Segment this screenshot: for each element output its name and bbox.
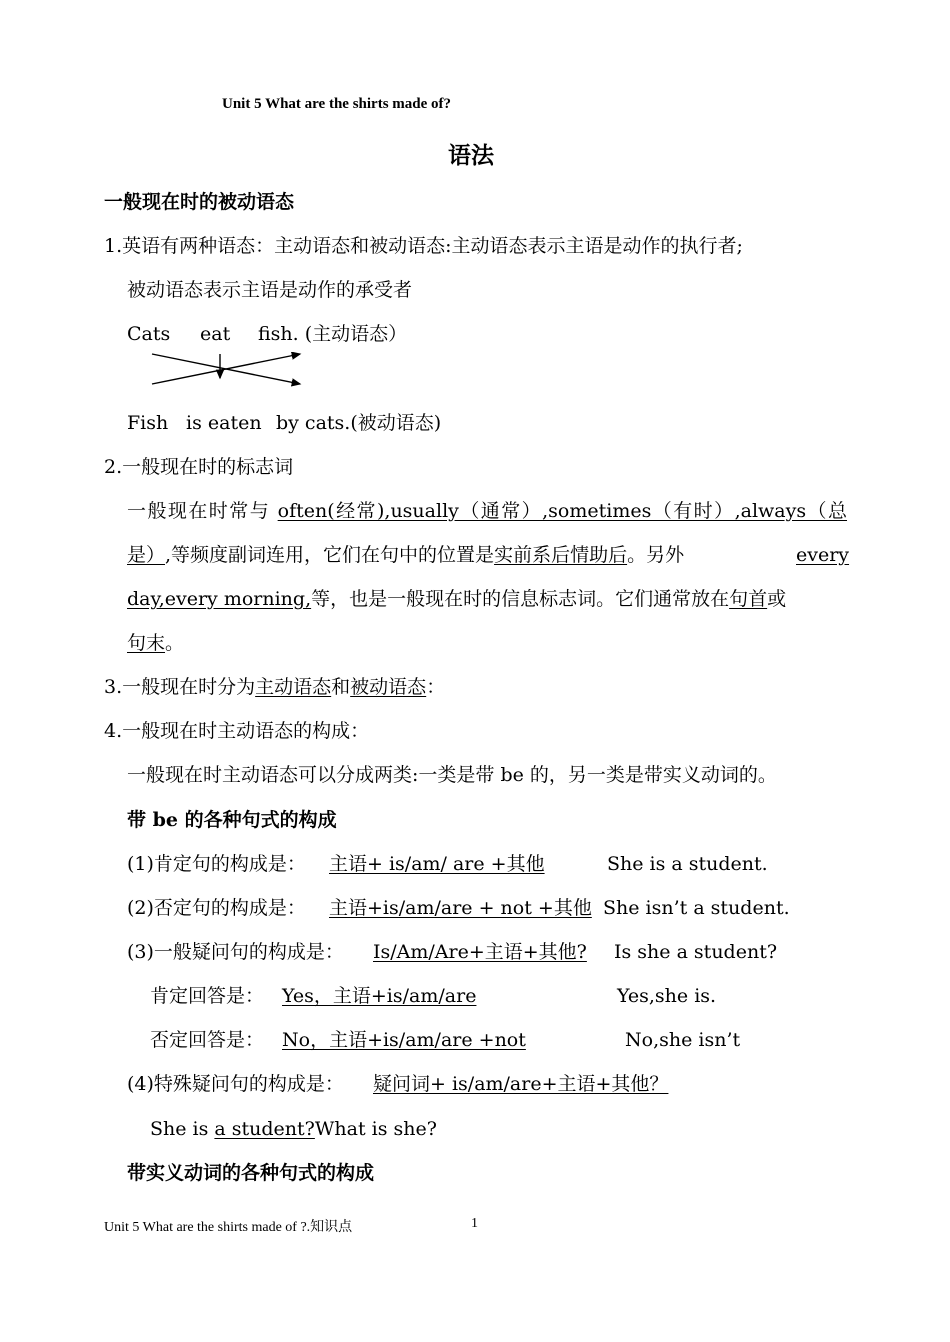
item2-heading: 2.一般现在时的标志词	[104, 456, 294, 478]
row3b-example: No,she isn’t	[625, 1029, 741, 1051]
row1-label: (1)肯定句的构成是：	[127, 853, 306, 875]
row1-formula: 主语+ is/am/ are +其他	[329, 853, 545, 875]
row2-formula: 主语+is/am/are + not +其他	[329, 897, 592, 919]
item1-line2: 被动语态表示主语是动作的承受者	[127, 279, 413, 301]
row3a-example: Yes,she is.	[617, 985, 717, 1007]
verb-sentences-heading: 带实义动词的各种句式的构成	[127, 1162, 375, 1184]
section-heading: 一般现在时的被动语态	[104, 191, 295, 213]
item4-intro: 一般现在时主动语态可以分成两类:一类是带 be 的，另一类是带实义动词的。	[127, 764, 777, 786]
passive-word-is-eaten: is eaten	[186, 412, 262, 434]
row3b-formula: No，主语+is/am/are +not	[282, 1029, 526, 1051]
be-sentences-heading: 带 be 的各种句式的构成	[127, 809, 337, 831]
item2-every: every	[796, 544, 850, 566]
row3-formula: Is/Am/Are+主语+其他?	[373, 941, 587, 963]
row4-example: She is a student?What is she?	[150, 1118, 437, 1140]
active-word-eat: eat	[200, 323, 231, 345]
unit-title: Unit 5 What are the shirts made of?	[222, 96, 452, 112]
footer-page-number: 1	[471, 1216, 478, 1231]
item2-paragraph-line3: day,every morning,等，也是一般现在时的信息标志词。它们通常放在句首或	[127, 588, 787, 610]
frequency-adverbs: often(经常),usually（通常）,sometimes（有时）,always（总	[277, 500, 848, 522]
item1-line1: 1.英语有两种语态：主动语态和被动语态:主动语态表示主语是动作的执行者;	[104, 235, 743, 257]
passive-word-fish: Fish	[127, 412, 169, 434]
active-word-fish: fish. (主动语态）	[258, 323, 408, 345]
item2-paragraph-line1: 一般现在时常与 often(经常),usually（通常）,sometimes（有时）,always（总	[127, 500, 848, 522]
active-word-cats: Cats	[127, 323, 171, 345]
section-title: 语法	[448, 142, 494, 169]
row4-label: (4)特殊疑问句的构成是：	[127, 1073, 344, 1095]
row2-example: She isn’t a student.	[603, 897, 790, 919]
row4-formula: 疑问词+ is/am/are+主语+其他？	[373, 1073, 669, 1095]
row3-example: Is she a student?	[614, 941, 778, 963]
row3a-label: 肯定回答是：	[150, 985, 265, 1007]
item2-paragraph-line4: 句末。	[127, 632, 185, 654]
footer-doc-name: Unit 5 What are the shirts made of ?.知识点	[104, 1220, 353, 1235]
voice-transform-arrows-diagram	[148, 352, 308, 392]
item2-paragraph-line2: 是）,等频度副词连用，它们在句中的位置是实前系后情助后。另外	[127, 544, 685, 566]
passive-word-by-cats: by cats.(被动语态)	[276, 412, 442, 434]
item4-heading: 4.一般现在时主动语态的构成：	[104, 720, 370, 742]
row3-label: (3)一般疑问句的构成是：	[127, 941, 344, 963]
item3: 3.一般现在时分为主动语态和被动语态：	[104, 676, 446, 698]
position-rule: 实前系后情助后	[494, 544, 628, 566]
row2-label: (2)否定句的构成是：	[127, 897, 306, 919]
row3b-label: 否定回答是：	[150, 1029, 265, 1051]
row3a-formula: Yes，主语+is/am/are	[282, 985, 477, 1007]
row1-example: She is a student.	[607, 853, 768, 875]
